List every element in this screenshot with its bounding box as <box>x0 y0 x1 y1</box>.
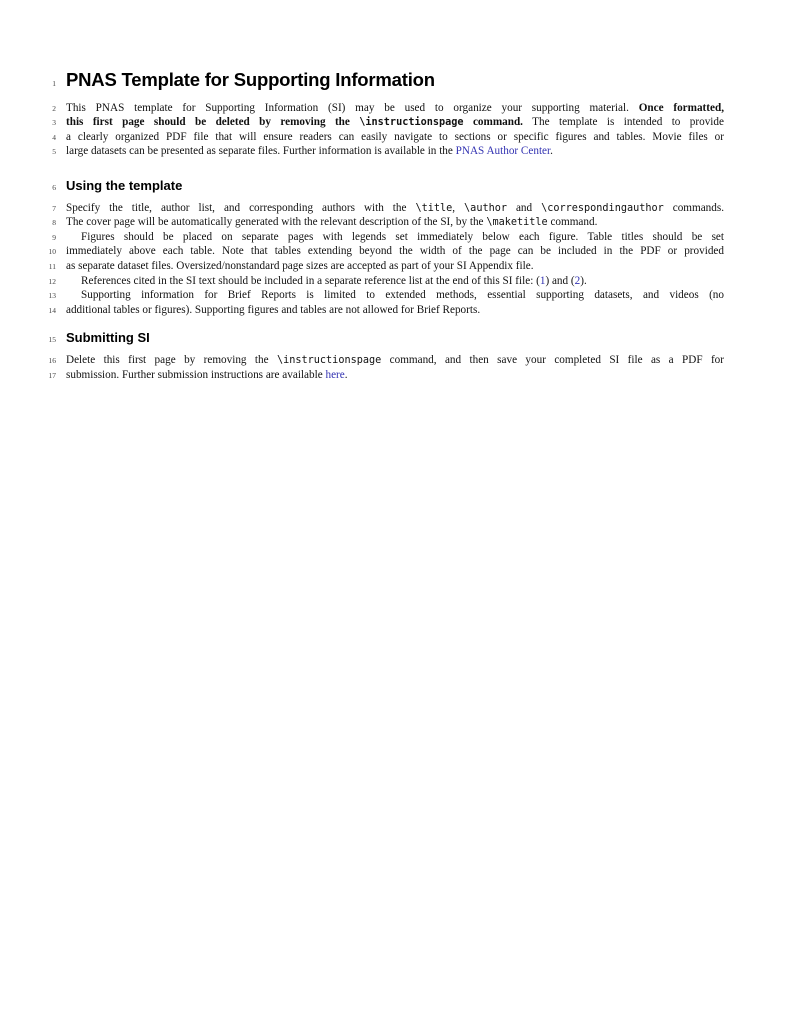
line-text <box>66 201 724 217</box>
line-number: 9 <box>52 232 56 242</box>
pnas-author-center-link[interactable]: PNAS Author Center <box>455 145 551 158</box>
line-text <box>66 353 724 369</box>
text-segment: submission. Further submission instructions are available <box>66 368 326 381</box>
line-row <box>40 101 724 116</box>
line-text <box>66 259 724 274</box>
line-number: 5 <box>52 147 56 157</box>
line-row <box>40 115 724 131</box>
line-row <box>40 130 724 145</box>
line-row <box>40 230 724 245</box>
text-segment: , <box>452 201 465 214</box>
text-segment: . <box>344 368 348 381</box>
text-segment: The cover page will be automatically generated with the relevant description of the SI, by the <box>66 216 487 229</box>
line-number: 15 <box>48 335 56 344</box>
line-text <box>66 368 724 383</box>
text-segment: additional tables or figures). Supporting figures and tables are not allowed for Brief Reports. <box>66 303 481 316</box>
text-segment: as separate dataset files. Oversized/nonstandard page sizes are accepted as part of your SI Appendix file. <box>66 259 534 272</box>
line-text <box>66 288 724 303</box>
text-segment: command, and then save your completed SI file as a PDF for <box>381 354 724 366</box>
latex-command: \maketitle <box>486 217 548 229</box>
text-segment: References cited in the SI text should be included in a separate reference list at the end of this SI file: ( <box>81 274 540 287</box>
line-row <box>40 353 724 369</box>
here-link[interactable]: here <box>325 368 345 381</box>
line-text <box>66 178 724 194</box>
text-segment: command. <box>547 216 598 229</box>
text-segment: . <box>550 145 553 158</box>
line-row <box>40 178 724 194</box>
text-segment: large datasets can be presented as separate files. Further information is available in the <box>66 145 456 158</box>
latex-command: \title <box>415 202 453 214</box>
line-row <box>40 215 724 231</box>
text-segment: This PNAS template for Supporting Information (SI) may be used to organize your supporting material. <box>66 101 639 114</box>
line-row <box>40 201 724 217</box>
line-text <box>66 101 724 116</box>
text-segment: immediately above each table. Note that tables extending beyond the width of the page can be included in the PDF or provided <box>66 245 724 258</box>
text-segment: Delete this first page by removing the <box>66 354 277 366</box>
line-row <box>40 274 724 289</box>
section-heading-submitting-si: Submitting SI <box>66 330 150 345</box>
line-row <box>40 303 724 318</box>
line-number: 14 <box>48 305 56 315</box>
line-number: 8 <box>52 218 56 228</box>
latex-command: \author <box>464 202 507 214</box>
line-text <box>66 303 724 318</box>
text-segment: and <box>506 201 542 214</box>
line-row <box>40 68 724 92</box>
line-text <box>66 244 724 259</box>
line-number: 6 <box>52 182 56 192</box>
text-segment: Supporting information for Brief Reports is limited to extended methods, essential supporting datasets, and videos (no <box>81 289 724 302</box>
text-segment: Figures should be placed on separate pages with legends set immediately below each figure. Table titles should be set <box>81 230 724 243</box>
text-segment: ). <box>580 274 587 287</box>
line-number: 1 <box>52 79 56 88</box>
line-text <box>66 115 724 131</box>
line-row <box>40 144 724 159</box>
text-segment: Once formatted, <box>638 101 724 114</box>
line-number: 2 <box>52 103 56 113</box>
page-title: PNAS Template for Supporting Information <box>66 69 435 90</box>
line-number: 13 <box>48 291 56 301</box>
line-number: 3 <box>52 118 56 128</box>
text-segment: Specify the title, author list, and corresponding authors with the <box>66 201 416 214</box>
line-row <box>40 259 724 274</box>
text-segment: ) and ( <box>545 274 575 287</box>
line-text <box>66 215 724 231</box>
text-segment: this first page should be deleted by removing the <box>66 116 360 129</box>
line-row <box>40 244 724 259</box>
line-number: 10 <box>48 247 56 257</box>
latex-command: \correspondingauthor <box>541 202 664 214</box>
citation-2-link[interactable]: 2 <box>574 274 581 287</box>
line-number: 17 <box>48 370 56 380</box>
text-segment: command. <box>463 116 523 129</box>
latex-command: \instructionspage <box>359 117 464 129</box>
line-number: 4 <box>52 132 56 142</box>
line-text <box>66 230 724 245</box>
text-segment: a clearly organized PDF file that will ensure readers can easily navigate to sections or specific figures and tables. Movie files or <box>66 130 724 143</box>
line-number: 12 <box>48 276 56 286</box>
line-text <box>66 330 724 346</box>
citation-1-link[interactable]: 1 <box>539 274 546 287</box>
line-number: 16 <box>48 356 56 365</box>
line-text <box>66 68 724 92</box>
text-segment: commands. <box>663 201 725 214</box>
line-row <box>40 288 724 303</box>
line-text <box>66 274 724 289</box>
section-heading-using-the-template: Using the template <box>66 177 183 193</box>
line-number: 11 <box>48 261 56 271</box>
line-text <box>66 130 724 145</box>
text-segment: The template is intended to provide <box>522 116 724 129</box>
line-text <box>66 144 724 159</box>
line-row <box>40 368 724 383</box>
line-row <box>40 330 724 346</box>
line-number: 7 <box>52 203 56 213</box>
latex-command: \instructionspage <box>276 355 382 366</box>
